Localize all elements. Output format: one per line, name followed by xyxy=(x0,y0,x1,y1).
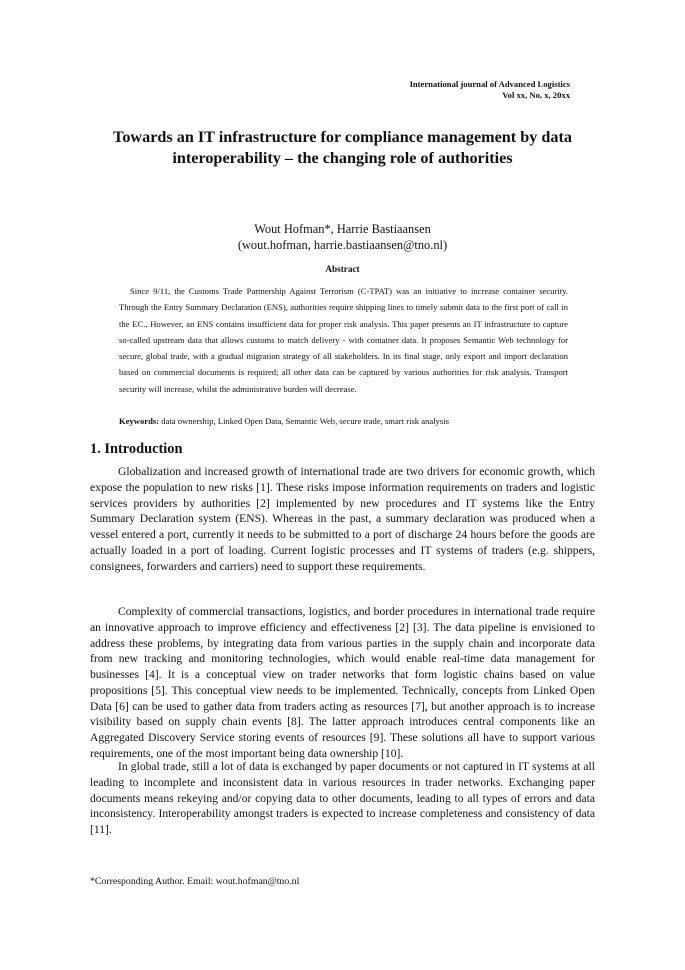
keywords-line xyxy=(119,416,568,426)
body-paragraph: In global trade, still a lot of data is exchanged by paper documents or not captured in IT systems at all leading to incomplete and inconsistent data in various resources in trader networks. Exchanging paper documents means rekeying and/or copying data to other documents, leading to all types of errors and data inconsistency. Interoperability amongst traders is expected to increase completeness and consistency of data [11]. xyxy=(90,760,595,836)
volume-info: Vol xx, No, x, 20xx xyxy=(502,90,570,100)
body-paragraph: Globalization and increased growth of international trade are two drivers for economic growth, which expose the population to new risks [1]. These risks impose information requirements on traders and logistic services providers by authorities [2] implemented by new procedures and IT systems like the Entry Summary Declaration system (ENS). Whereas in the past, a summary declaration was produced when a vessel entered a port, currently it needs to be submitted to a port of discharge 24 hours before the goods are actually loaded in a port of loading. Current logistic processes and IT systems of traders (e.g. shippers, consignees, forwarders and carriers) need to support these requirements. xyxy=(90,465,595,573)
paper-title: Towards an IT infrastructure for compliance management by data interoperability – the changing role of authorities xyxy=(113,128,572,167)
keywords-text: data ownership, Linked Open Data, Semantic Web, secure trade, smart risk analysis xyxy=(161,416,449,426)
keywords-label: Keywords: xyxy=(119,416,160,426)
body-paragraph: Complexity of commercial transactions, logistics, and border procedures in international trade require an innovative approach to improve efficiency and effectiveness [2] [3]. The data pipeline is envisioned to address these problems, by integrating data from various parties in the supply chain and incorporate data from new tracking and monitoring technologies, which would enable real-time data management for businesses [4]. It is a conceptual view on trader networks that form logistic chains based on value propositions [5]. This conceptual view needs to be implemented. Technically, concepts from Linked Open Data [6] can be used to gather data from traders acting as resources [7], but another approach is to increase visibility based on supply chain events [8]. The latter approach introduces central components like an Aggregated Discovery Service storing events of resources [9]. These solutions all have to support various requirements, one of the most important being data ownership [10]. xyxy=(90,605,595,760)
section-heading-introduction: 1. Introduction xyxy=(90,441,183,457)
journal-header xyxy=(410,79,570,101)
author-block xyxy=(90,221,595,253)
abstract-heading: Abstract xyxy=(325,264,360,274)
abstract-text: Since 9/11, the Customs Trade Partnership Against Terrorism (C-TPAT) was an initiative to increase container security. Through the Entry Summary Declaration (ENS), authorities require shipping lines to timely submit data to the first port of call in the EC.. However, an ENS contains insufficient data for proper risk analysis. This paper presents an IT infrastructure to capture so-called upstream data that allows customs to match delivery - with container data. It proposes Semantic Web technology for secure, global trade, with a gradual migration strategy of all stakeholders. In its final stage, only export and import declaration based on commercial documents is required; all other data can be captured by various authorities for risk analysis. Transport security will increase, whilst the administrative burden will decrease. xyxy=(119,286,568,394)
journal-name: International journal of Advanced Logistics xyxy=(409,79,570,89)
author-names: Wout Hofman*, Harrie Bastiaansen xyxy=(254,222,431,236)
corresponding-author-footnote: *Corresponding Author. Email: wout.hofman@tno.nl xyxy=(90,876,300,887)
author-emails: (wout.hofman, harrie.bastiaansen@tno.nl) xyxy=(237,238,448,252)
